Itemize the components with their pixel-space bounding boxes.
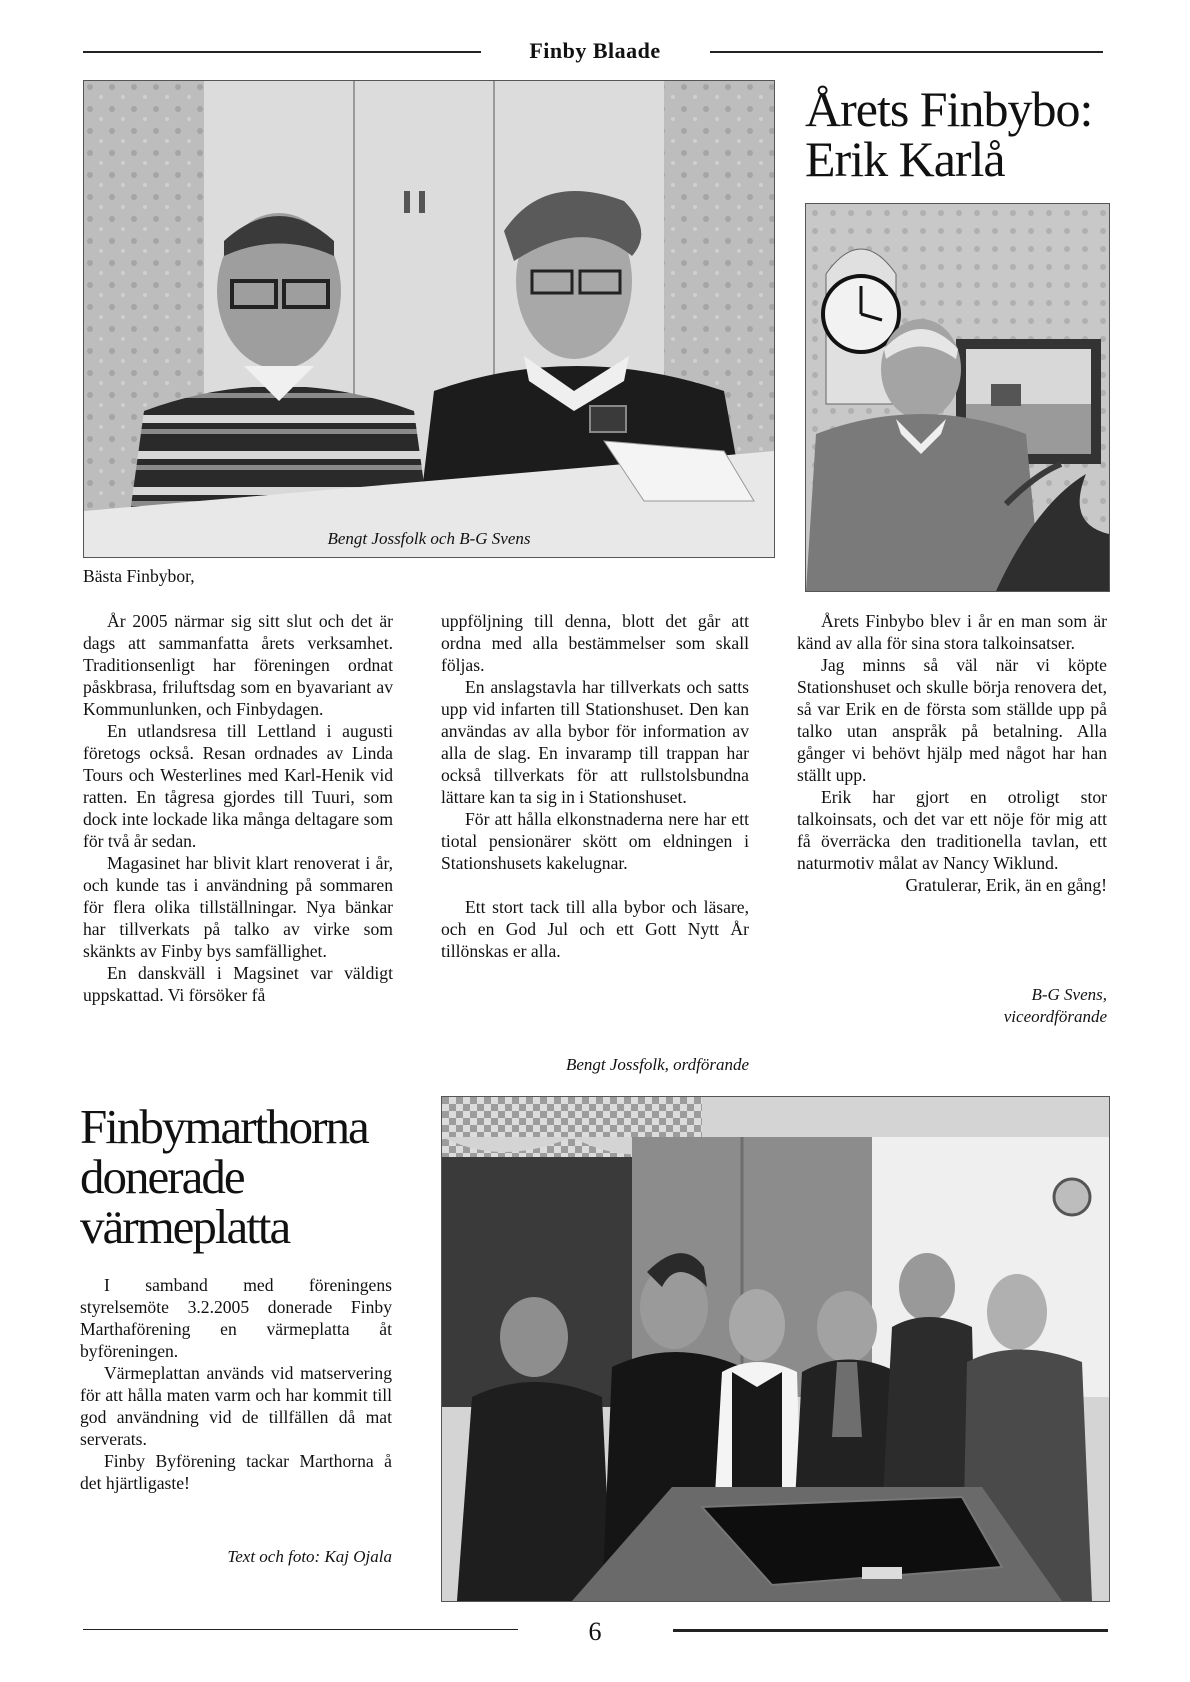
paragraph: En danskväll i Magsinet var väldigt uppskattad. Vi försöker få — [83, 963, 393, 1005]
paragraph: Ett stort tack till alla bybor och läsare, och en God Jul och ett Gott Nytt År tillönskas er alla. — [441, 897, 749, 961]
publication-title: Finby Blaade — [529, 38, 661, 63]
footer-rule-right — [673, 1629, 1108, 1632]
article2-signature — [797, 984, 1107, 1028]
headline-arets-finbybo — [805, 81, 1105, 187]
article3-column — [80, 1274, 392, 1494]
signature-name: B-G Svens, — [1031, 985, 1107, 1004]
paragraph: uppföljning till denna, blott det går att ordna med alla bestämmelser som skall följas. — [441, 611, 749, 675]
photo-two-men — [83, 80, 775, 558]
header-rule-left — [83, 51, 481, 53]
headline-line: donerade — [80, 1149, 244, 1204]
page-number: 6 — [588, 1617, 602, 1646]
paragraph: För att hålla elkonstnaderna nere har ett tiotal pensionärer skött om eldningen i Stationshusets kakelugnar. — [441, 809, 749, 873]
article1-column-1 — [83, 610, 393, 1006]
article1-signature: Bengt Jossfolk, ordförande — [565, 1055, 749, 1074]
paragraph: En anslagstavla har tillverkats och satts upp vid infarten till Stationshuset. Den kan användas av alla bybor för information av alla de slag. En invaramp till trappan har också tillverkats för att rullstolsbundna lättare kan ta sig in i Stationshuset. — [441, 677, 749, 807]
footer-rule-left — [83, 1629, 518, 1630]
paragraph: Erik har gjort en otroligt stor talkoinsats, och det var ett nöje för mig att få överräcka den traditionella tavlan, ett naturmotiv målat av Nancy Wiklund. — [797, 787, 1107, 873]
photo-erik-karla — [805, 203, 1110, 592]
photo-marthorna-group — [441, 1096, 1110, 1602]
paragraph: En utlandsresa till Lettland i augusti företogs också. Resan ordnades av Linda Tours och Westerlines med Karl-Henik vid ratten. En tågresa gjordes till Tuuri, som dock inte lockade lika många deltagare som för två år sedan. — [83, 721, 393, 851]
header-rule-right — [710, 51, 1103, 53]
headline-line: Årets Finbybo: — [805, 81, 1093, 137]
article2-column — [797, 610, 1107, 896]
paragraph: Värmeplattan används vid matservering för att hålla maten varm och har kommit till god användning vid de tillfällen då mat serverats. — [80, 1363, 392, 1449]
paragraph: Jag minns så väl när vi köpte Stationshuset och skulle börja renovera det, så var Erik en de första som ställde upp på talko utan anspråk på betalning. Alla gånger vi behövt hjälp med något har han ställt upp. — [797, 655, 1107, 785]
greeting: Bästa Finbybor, — [83, 566, 195, 586]
paragraph: År 2005 närmar sig sitt slut och det är dags att sammanfatta årets verksamhet. Traditionsenligt har föreningen ordnat påskbrasa, friluftsdag som en byavariant av Kommunlunken, och Finbydagen. — [83, 611, 393, 719]
paragraph: Finby Byförening tackar Marthorna å det hjärtligaste! — [80, 1451, 392, 1493]
paragraph: Gratulerar, Erik, än en gång! — [905, 875, 1107, 895]
paragraph: Magasinet har blivit klart renoverat i år, och kunde tas i användning på sommaren för flera olika tillställningar. Nya bänkar har tillverkats på talko av virke som skänkts av Finby bys samfällighet. — [83, 853, 393, 961]
article1-column-2 — [441, 610, 749, 962]
signature-title: viceordförande — [1003, 1007, 1107, 1026]
headline-line: värmeplatta — [80, 1199, 290, 1254]
headline-line: Erik Karlå — [805, 131, 1005, 187]
headline-finbymarthorna — [80, 1099, 410, 1254]
photo-caption: Bengt Jossfolk och B-G Svens — [327, 529, 531, 548]
article3-credit: Text och foto: Kaj Ojala — [227, 1547, 392, 1566]
paragraph: I samband med föreningens styrelsemöte 3.2.2005 donerade Finby Marthaförening en värmeplatta åt byföreningen. — [80, 1275, 392, 1361]
headline-line: Finbymarthorna — [80, 1099, 368, 1154]
paragraph: Årets Finbybo blev i år en man som är känd av alla för sina stora talkoinsatser. — [797, 611, 1107, 653]
